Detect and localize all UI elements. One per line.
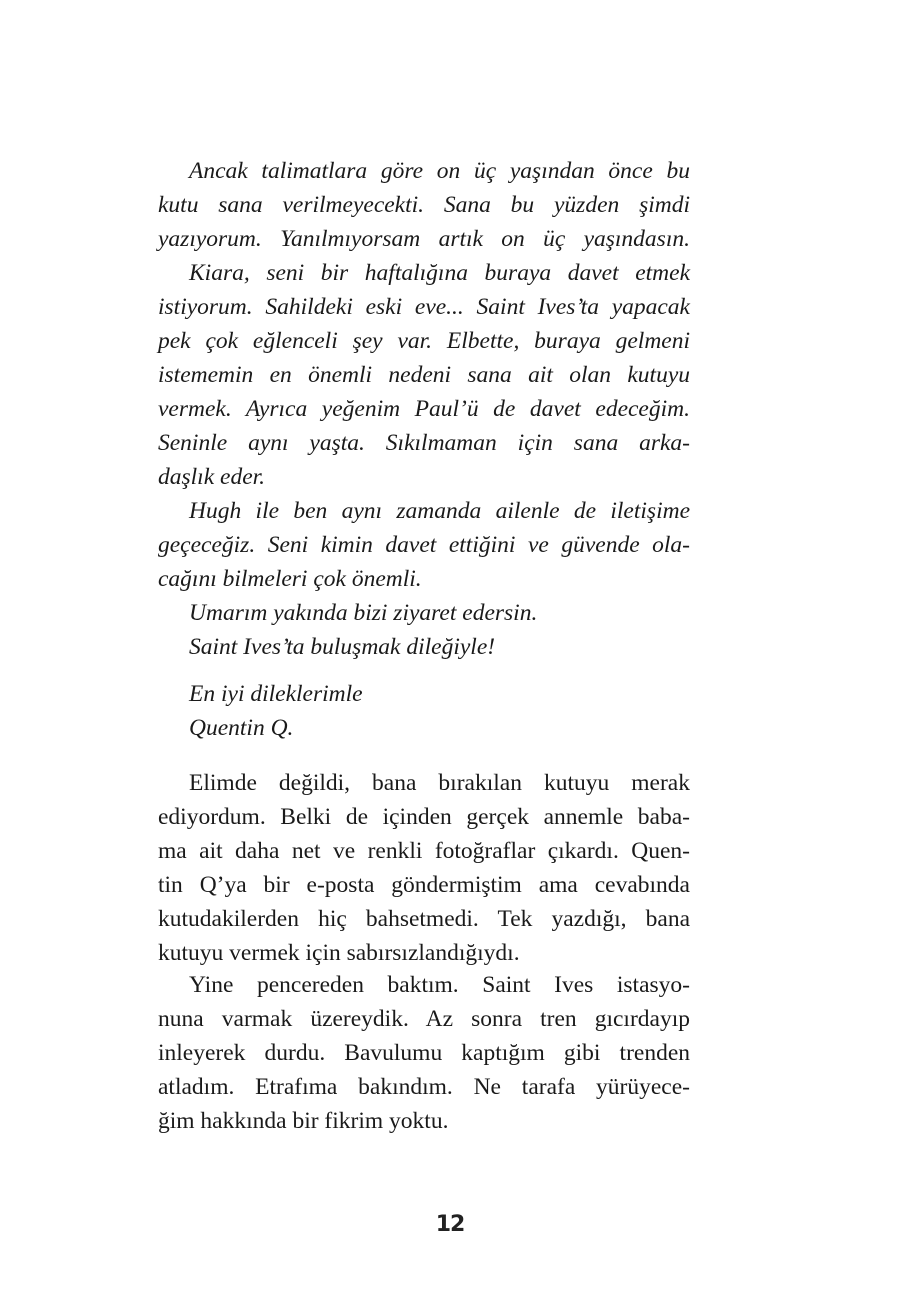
- text-line: istiyorum. Sahildeki eski eve... Saint Ives’ta yapacak: [158, 294, 690, 320]
- text-line: ediyordum. Belki de içinden gerçek annemle baba-: [158, 804, 690, 830]
- letter-paragraph: [158, 630, 690, 664]
- letter-paragraph: [158, 596, 690, 630]
- closing-line: En iyi dileklerimle: [189, 681, 363, 707]
- narrative-paragraph: [158, 766, 690, 970]
- text-line: vermek. Ayrıca yeğenim Paul’ü de davet edeceğim.: [158, 396, 690, 422]
- text-line: Umarım yakında bizi ziyaret edersin.: [189, 600, 538, 626]
- text-line: Ancak talimatlara göre on üç yaşından önce bu: [189, 158, 690, 184]
- text-line: Elimde değildi, bana bırakılan kutuyu merak: [189, 770, 690, 796]
- text-line: nuna varmak üzereydik. Az sonra tren gıcırdayıp: [158, 1006, 690, 1032]
- letter-paragraph: [158, 154, 690, 256]
- text-line: inleyerek durdu. Bavulumu kaptığım gibi trenden: [158, 1040, 690, 1066]
- narrative-paragraph: [158, 968, 690, 1138]
- text-line: Kiara, seni bir haftalığına buraya davet etmek: [189, 260, 690, 286]
- page-number: 12: [435, 1212, 465, 1237]
- text-line: ğim hakkında bir fikrim yoktu.: [158, 1108, 449, 1134]
- text-line: tin Q’ya bir e-posta göndermiştim ama cevabında: [158, 872, 690, 898]
- text-line: Saint Ives’ta buluşmak dileğiyle!: [189, 634, 496, 660]
- text-line: Hugh ile ben aynı zamanda ailenle de iletişime: [189, 498, 690, 524]
- text-line: atladım. Etrafıma bakındım. Ne tarafa yürüyece-: [158, 1074, 690, 1100]
- text-line: Yine pencereden baktım. Saint Ives istasyo-: [189, 972, 690, 998]
- letter-paragraph: [158, 256, 690, 494]
- text-line: daşlık eder.: [158, 464, 266, 490]
- text-line: ma ait daha net ve renkli fotoğraflar çıkardı. Quen-: [158, 838, 690, 864]
- signature-name: Quentin Q.: [189, 715, 294, 741]
- text-line: cağını bilmeleri çok önemli.: [158, 566, 422, 592]
- letter-text: [158, 154, 690, 664]
- text-line: geçeceğiz. Seni kimin davet ettiğini ve güvende ola-: [158, 532, 690, 558]
- letter-paragraph: [158, 494, 690, 596]
- letter-signoff: [158, 677, 690, 745]
- text-line: istememin en önemli nedeni sana ait olan kutuyu: [158, 362, 690, 388]
- text-line: Seninle aynı yaşta. Sıkılmaman için sana arka-: [158, 430, 690, 456]
- text-line: kutu sana verilmeyecekti. Sana bu yüzden şimdi: [158, 192, 690, 218]
- text-line: pek çok eğlenceli şey var. Elbette, buraya gelmeni: [158, 328, 690, 354]
- text-line: yazıyorum. Yanılmıyorsam artık on üç yaşındasın.: [158, 226, 690, 252]
- text-line: kutudakilerden hiç bahsetmedi. Tek yazdığı, bana: [158, 906, 690, 932]
- text-line: kutuyu vermek için sabırsızlandığıydı.: [158, 940, 520, 966]
